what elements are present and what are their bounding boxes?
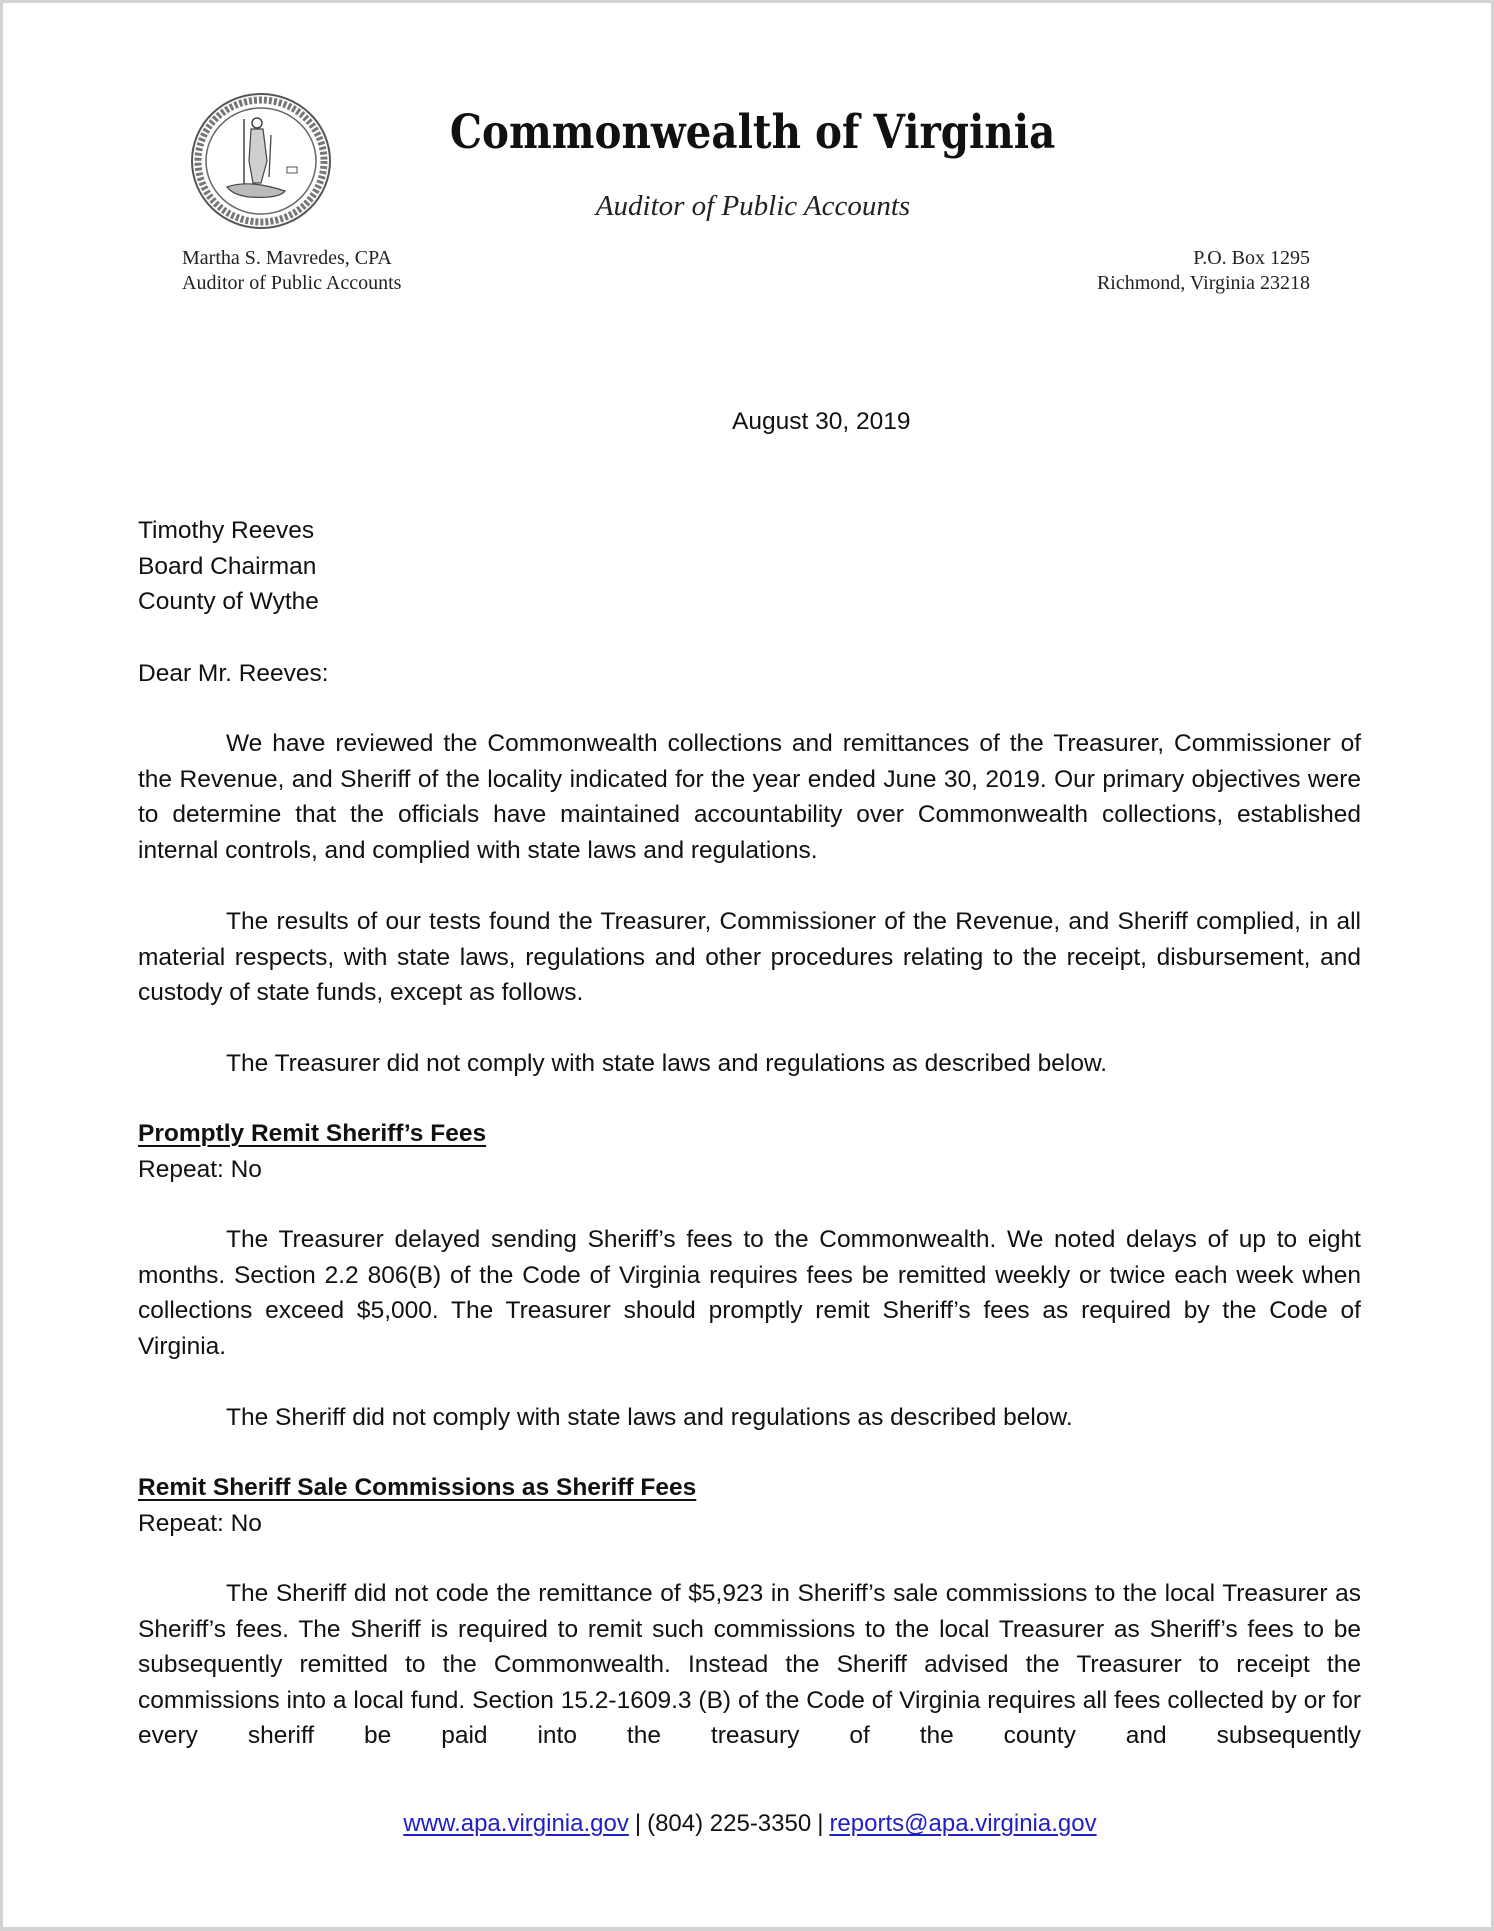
treasurer-intro-paragraph: The Treasurer did not comply with state laws and regulations as described below. xyxy=(226,1050,1108,1077)
sheriff-intro-paragraph: The Sheriff did not comply with state laws and regulations as described below. xyxy=(226,1404,1073,1431)
salutation: Dear Mr. Reeves: xyxy=(138,660,329,687)
recipient-title: Board Chairman xyxy=(138,552,317,580)
po-box: P.O. Box 1295 xyxy=(1193,247,1310,269)
letter-date: August 30, 2019 xyxy=(732,408,911,435)
virginia-seal-icon xyxy=(189,91,333,231)
finding-repeat-status: Repeat: No xyxy=(138,1156,262,1183)
footer-separator: | xyxy=(634,1810,642,1837)
city-state-zip: Richmond, Virginia 23218 xyxy=(1096,272,1310,294)
footer-separator: | xyxy=(817,1810,824,1837)
mailing-address-block xyxy=(1097,246,1310,296)
letterhead-title: Commonwealth of Virginia xyxy=(449,105,1056,160)
phone-number: (804) 225-3350 xyxy=(647,1810,812,1837)
recipient-block xyxy=(138,513,319,620)
finding-repeat-status: Repeat: No xyxy=(138,1510,262,1537)
recipient-organization: County of Wythe xyxy=(138,588,319,616)
recipient-name: Timothy Reeves xyxy=(138,517,315,544)
results-paragraph: The results of our tests found the Treasurer, Commissioner of the Revenue, and Sheriff complied, in all material respects, with state laws, regulations and other procedures relating to the receipt, disbursement, and custody of state funds, except as follows. xyxy=(138,908,1361,1007)
finding-body: The Sheriff did not code the remittance of $5,923 in Sheriff’s sale commissions to the local Treasurer as Sheriff’s fees. The Sheriff is required to remit such commissions to the local Treasurer as Sheriff’s fees to be subsequently remitted to the Commonwealth. Instead the Sheriff advised the Treasurer to receipt the commissions into a local fund. Section 15.2-1609.3 (B) of the Code of Virginia requires all fees collected by or for every sheriff be paid into the treasury of the county and subsequently xyxy=(138,1580,1361,1750)
page-footer xyxy=(3,1808,1494,1840)
finding-heading: Promptly Remit Sheriff’s Fees xyxy=(138,1120,487,1147)
letterhead-subtitle: Auditor of Public Accounts xyxy=(595,190,911,222)
auditor-name-block xyxy=(182,246,401,296)
website-link[interactable]: www.apa.virginia.gov xyxy=(403,1810,629,1837)
auditor-title: Auditor of Public Accounts xyxy=(182,272,402,294)
finding-heading: Remit Sheriff Sale Commissions as Sheriff Fees xyxy=(138,1474,697,1501)
finding-body: The Treasurer delayed sending Sheriff’s fees to the Commonwealth. We noted delays of up to eight months. Section 2.2 806(B) of the Code of Virginia requires fees be remitted weekly or twice each week when collections exceed $5,000. The Treasurer should promptly remit Sheriff’s fees as required by the Code of Virginia. xyxy=(138,1226,1361,1360)
intro-paragraph: We have reviewed the Commonwealth collections and remittances of the Treasurer, Commissioner of the Revenue, and Sheriff of the locality indicated for the year ended June 30, 2019. Our primary objectives were to determine that the officials have maintained accountability over Commonwealth collections, established internal controls, and complied with state laws and regulations. xyxy=(138,730,1361,864)
email-link[interactable]: reports@apa.virginia.gov xyxy=(829,1810,1097,1837)
auditor-name: Martha S. Mavredes, CPA xyxy=(182,247,392,269)
